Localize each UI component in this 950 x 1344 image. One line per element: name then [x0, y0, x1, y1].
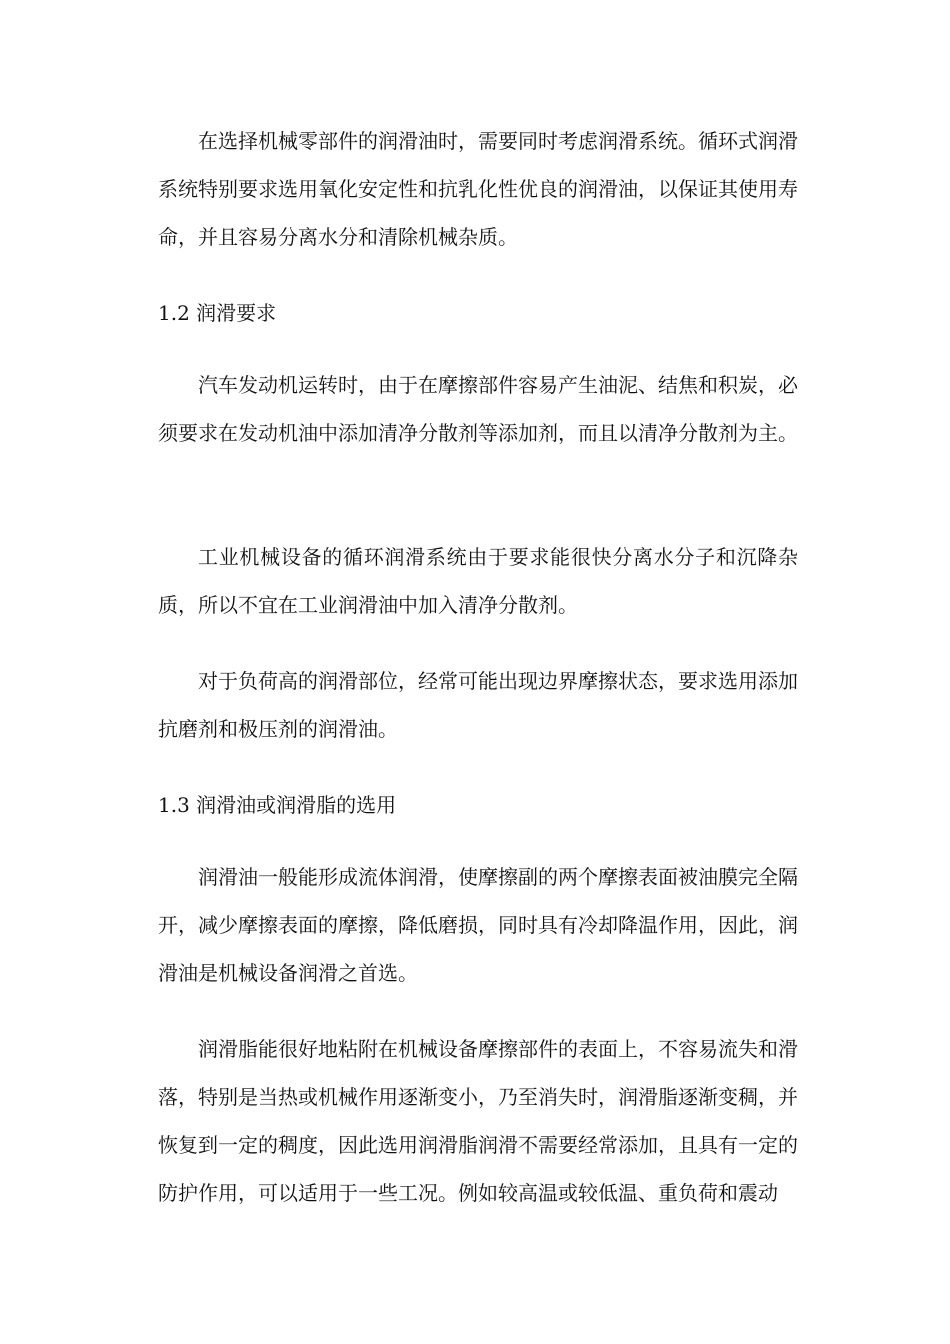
paragraph-engine-oil: 汽车发动机运转时，由于在摩擦部件容易产生油泥、结焦和积炭，必须要求在发动机油中添加清净分散剂等添加剂，而且以清净分散剂为主。 — [158, 373, 798, 445]
section-heading-1-3: 1.3 润滑油或润滑脂的选用 — [158, 793, 397, 817]
paragraph-high-load: 对于负荷高的润滑部位，经常可能出现边界摩擦状态，要求选用添加抗磨剂和极压剂的润滑油。 — [158, 669, 798, 741]
paragraph-lubricating-grease: 润滑脂能很好地粘附在机械设备摩擦部件的表面上，不容易流失和滑落，特别是当热或机械作用逐渐变小，乃至消失时，润滑脂逐渐变稠，并恢复到一定的稠度，因此选用润滑脂润滑不需要经常添加，且具有一定的防护作用，可以适用于一些工况。例如较高温或较低温、重负荷和震动 — [158, 1037, 798, 1205]
paragraph-industrial-circulation: 工业机械设备的循环润滑系统由于要求能很快分离水分子和沉降杂质，所以不宜在工业润滑油中加入清净分散剂。 — [158, 545, 798, 617]
paragraph-lubrication-system: 在选择机械零部件的润滑油时，需要同时考虑润滑系统。循环式润滑系统特别要求选用氧化安定性和抗乳化性优良的润滑油，以保证其使用寿命，并且容易分离水分和清除机械杂质。 — [158, 129, 798, 249]
paragraph-lubricating-oil: 润滑油一般能形成流体润滑，使摩擦副的两个摩擦表面被油膜完全隔开，减少摩擦表面的摩擦，降低磨损，同时具有冷却降温作用，因此，润滑油是机械设备润滑之首选。 — [158, 865, 798, 985]
section-heading-1-2: 1.2 润滑要求 — [158, 301, 277, 325]
